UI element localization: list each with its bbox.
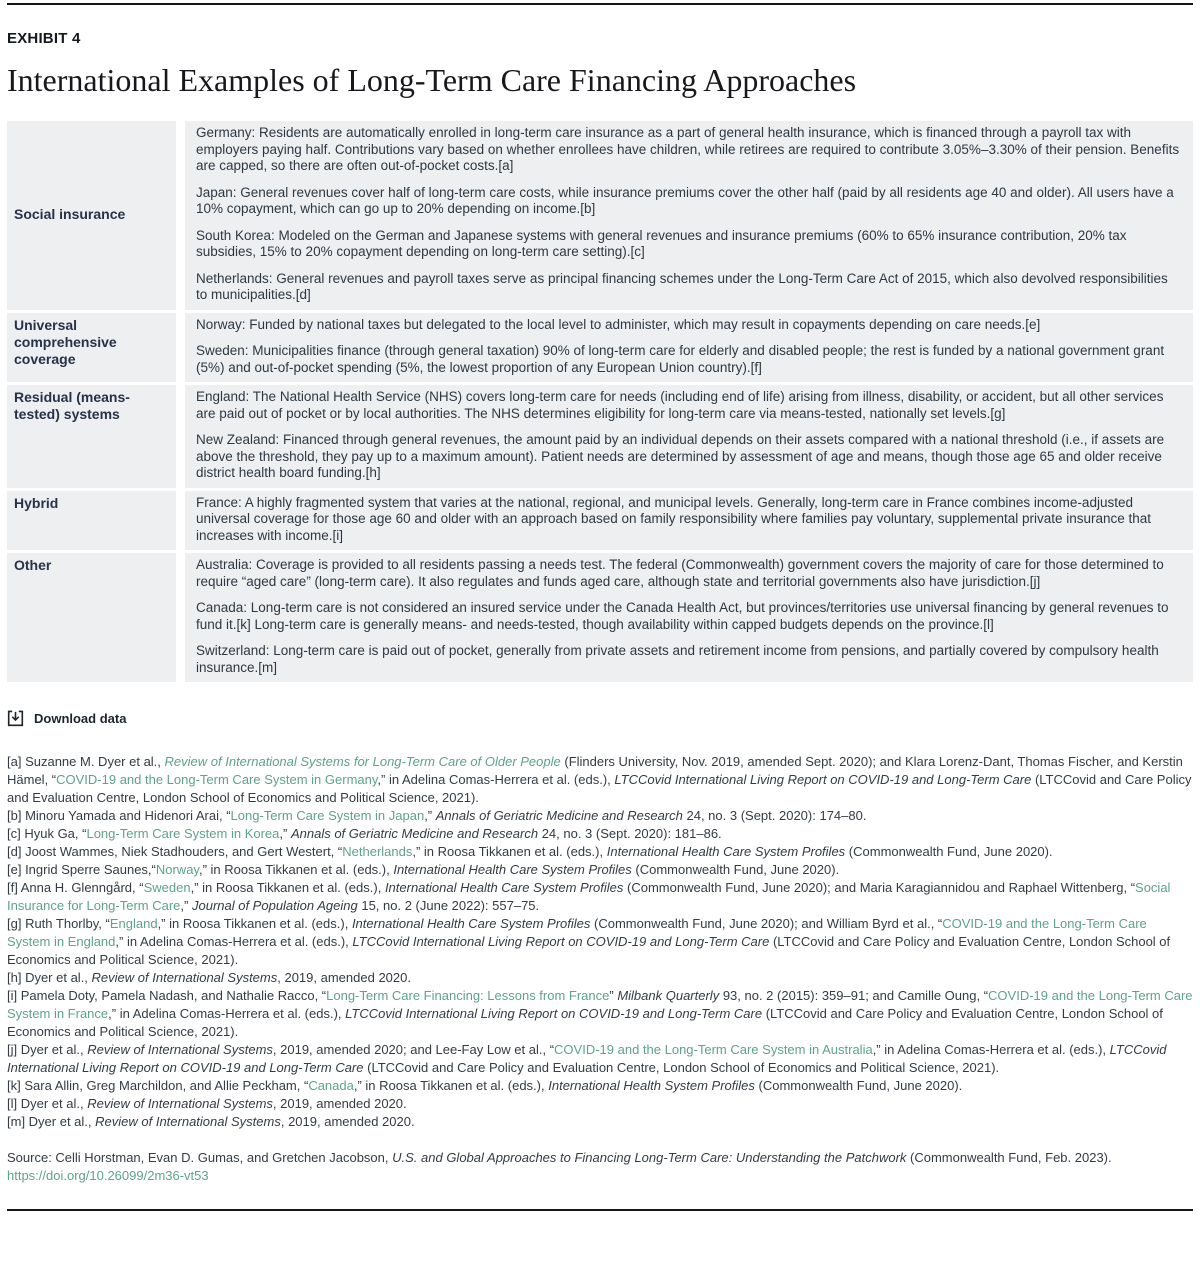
text-segment: U.S. and Global Approaches to Financing Long-Term Care: Understanding the Patchwork <box>392 1150 907 1165</box>
text-segment: [d] Joost Wammes, Niek Stadhouders, and Gert Westert, “ <box>7 844 343 859</box>
text-segment: LTCCovid International Living Report on COVID-19 and Long-Term Care <box>614 772 1032 787</box>
row-content <box>185 121 1193 310</box>
text-segment: International Health Care System Profiles <box>384 880 624 895</box>
footnote-a <box>7 753 1193 807</box>
footnote-f <box>7 879 1193 915</box>
row-label: Residual (means-tested) systems <box>7 385 176 488</box>
footnote-b <box>7 807 1193 825</box>
row-label: Social insurance <box>7 121 176 310</box>
text-segment: International Health Care System Profiles <box>351 916 591 931</box>
citation-link[interactable]: https://doi.org/10.26099/2m36-vt53 <box>7 1168 209 1183</box>
text-segment: 24, no. 3 (Sept. 2020): 181–86. <box>538 826 722 841</box>
table-paragraph: Japan: General revenues cover half of long-term care costs, while insurance premiums cover the other half (paid by all residents age 40 and older). All users have a 10% copayment, which can go up to 20% depending on income.[b] <box>196 184 1174 216</box>
text-segment: Source: Celli Horstman, Evan D. Gumas, and Gretchen Jacobson, <box>7 1150 393 1165</box>
table-paragraph: New Zealand: Financed through general revenues, the amount paid by an individual depends on their assets compared with a national threshold (i.e., if assets are above the threshold, they pay up to a maximum amount). Patient needs are determined by assessment of age and means, though those age 65 and older receive district health board funding.[h] <box>196 432 1165 480</box>
text-segment: (Commonwealth Fund, June 2020). <box>845 844 1053 859</box>
citation-link[interactable]: Sweden <box>143 880 191 895</box>
citation-link[interactable]: COVID-19 and the Long-Term Care System in Germany <box>56 772 378 787</box>
text-segment: [k] Sara Allin, Greg Marchildon, and Allie Peckham, “ <box>7 1078 309 1093</box>
row-content <box>185 553 1193 682</box>
footnote-h <box>7 969 1193 987</box>
citation-link[interactable]: COVID-19 and the Long-Term Care System in France <box>7 988 1193 1021</box>
text-segment: [c] Hyuk Ga, “ <box>7 826 87 841</box>
row-label: Hybrid <box>7 491 176 551</box>
text-segment: (Commonwealth Fund, June 2020); and William Byrd et al., “ <box>590 916 943 931</box>
text-segment: ,” in Adelina Comas-Herrera et al. (eds.), <box>115 934 353 949</box>
download-icon <box>7 710 24 727</box>
text-segment: ,” in Adelina Comas-Herrera et al. (eds.), <box>872 1042 1110 1057</box>
text-segment: Annals of Geriatric Medicine and Research <box>290 826 539 841</box>
exhibit-label: EXHIBIT 4 <box>7 30 81 47</box>
footnote-k <box>7 1077 1193 1095</box>
text-segment: [b] Minoru Yamada and Hidenori Arai, “ <box>7 808 231 823</box>
footnote-g <box>7 915 1193 969</box>
text-segment: 93, no. 2 (2015): 359–91; and Camille Oung, “ <box>719 988 989 1003</box>
text-segment: [m] Dyer et al., <box>7 1114 96 1129</box>
text-segment: , 2019, amended 2020. <box>277 970 411 985</box>
table-paragraph: Norway: Funded by national taxes but delegated to the local level to administer, which may result in copayments depending on care needs.[e] <box>196 316 1041 332</box>
text-segment: ,” in Roosa Tikkanen et al. (eds.), <box>157 916 352 931</box>
text-segment: ,” in Roosa Tikkanen et al. (eds.), <box>412 844 607 859</box>
text-segment: Review of International Systems <box>95 1114 281 1129</box>
row-content <box>185 491 1193 551</box>
text-segment: International Health Care System Profiles <box>393 862 632 877</box>
table-paragraph: Sweden: Municipalities finance (through general taxation) 90% of long-term care for elderly and disabled people; the rest is funded by a national government grant (5%) and out-of-pocket spending (5%, the lowest proportion of any European Union country).[f] <box>196 343 1165 375</box>
text-segment: Milbank Quarterly <box>617 988 720 1003</box>
table-row <box>7 553 1193 682</box>
row-label: Other <box>7 553 176 682</box>
text-segment: LTCCovid International Living Report on COVID-19 and Long-Term Care <box>345 1006 763 1021</box>
text-segment: Review of International Systems <box>87 1042 273 1057</box>
text-segment: 24, no. 3 (Sept. 2020): 174–80. <box>682 808 867 823</box>
row-content <box>185 385 1193 488</box>
footnotes-section <box>7 753 1193 1131</box>
row-label: Universal comprehensive coverage <box>7 313 176 383</box>
text-segment: [l] Dyer et al., <box>7 1096 88 1111</box>
footnote-l <box>7 1095 1193 1113</box>
text-segment: 15, no. 2 (June 2022): 557–75. <box>357 898 540 913</box>
text-segment: ,” in Adelina Comas-Herrera et al. (eds.), <box>377 772 615 787</box>
table-row <box>7 385 1193 488</box>
citation-link[interactable]: Review of International Systems for Long-Term Care of Older People <box>164 754 561 769</box>
text-segment: [j] Dyer et al., <box>7 1042 88 1057</box>
text-segment: ,” <box>279 826 291 841</box>
text-segment: (Flinders University, Nov. 2019, amended Sept. 2020); and Klara Lorenz-Dant, Thomas Fischer, and Kerstin Hämel, “ <box>7 754 1183 787</box>
text-segment: (Commonwealth Fund, Feb. 2023). <box>906 1150 1112 1165</box>
text-segment: (Commonwealth Fund, June 2020); and Maria Karagiannidou and Raphael Wittenberg, “ <box>623 880 1136 895</box>
text-segment: ,” in Roosa Tikkanen et al. (eds.), <box>353 1078 549 1093</box>
table-paragraph: England: The National Health Service (NHS) covers long-term care for needs (including end of life) arising from illness, disability, or accident, but all other services are paid out of pocket or by local authorities. The NHS determines eligibility for long-term care via means-tested, nationally set levels.[g] <box>196 389 1164 421</box>
table-paragraph: Netherlands: General revenues and payroll taxes serve as principal financing schemes under the Long-Term Care Act of 2015, which also devolved responsibilities to municipalities.[d] <box>196 270 1168 302</box>
text-segment: , 2019, amended 2020. <box>280 1114 415 1129</box>
text-segment: Review of International Systems <box>91 970 278 985</box>
footnote-i <box>7 987 1193 1041</box>
table-row <box>7 121 1193 310</box>
text-segment: International Health Care System Profiles <box>606 844 846 859</box>
citation-link[interactable]: Canada <box>308 1078 354 1093</box>
text-segment: (Commonwealth Fund, June 2020). <box>754 1078 963 1093</box>
footnote-e <box>7 861 1193 879</box>
row-content <box>185 313 1193 383</box>
text-segment: , 2019, amended 2020; and Lee-Fay Low et al., “ <box>272 1042 555 1057</box>
text-segment: (LTCCovid and Care Policy and Evaluation Centre, London School of Economics and Political Science, 2021). <box>7 934 1171 967</box>
financing-approaches-table <box>7 121 1193 682</box>
table-row <box>7 491 1193 551</box>
citation-link[interactable]: Social Insurance for Long-Term Care <box>7 880 1171 913</box>
download-data-button[interactable] <box>7 710 126 727</box>
table-paragraph: Germany: Residents are automatically enrolled in long-term care insurance as a part of general health insurance, which is financed through a payroll tax with employers paying half. Contributions vary based on whether enrollees have children, while retirees are required to contribute 3.05%–3.30% of their pension. Benefits are capped, so there are often out-of-pocket costs.[a] <box>196 125 1180 173</box>
table-paragraph: Switzerland: Long-term care is paid out of pocket, generally from private assets and retirement income from pensions, and partially covered by compulsory health insurance.[m] <box>196 643 1159 675</box>
text-segment: Journal of Population Ageing <box>191 898 358 913</box>
text-segment: [a] Suzanne M. Dyer et al., <box>7 754 165 769</box>
exhibit-page <box>0 3 1200 1219</box>
text-segment: ,” in Roosa Tikkanen et al. (eds.), <box>190 880 385 895</box>
citation-link[interactable]: COVID-19 and the Long-Term Care System in England <box>7 916 1147 949</box>
table-paragraph: South Korea: Modeled on the German and Japanese systems with general revenues and insurance premiums (60% to 65% insurance contribution, 20% tax subsidies, 15% to 20% copayment depending on long-term care setting).[c] <box>196 227 1127 259</box>
text-segment: ,” in Adelina Comas-Herrera et al. (eds.), <box>108 1006 346 1021</box>
text-segment: LTCCovid International Living Report on COVID-19 and Long-Term Care <box>352 934 770 949</box>
citation-link[interactable]: COVID-19 and the Long-Term Care System in Australia <box>554 1042 873 1057</box>
page-title: International Examples of Long-Term Care Financing Approaches <box>7 62 857 98</box>
text-segment: ,” <box>424 808 436 823</box>
text-segment: ,” <box>180 898 192 913</box>
footnote-d <box>7 843 1193 861</box>
text-segment: , 2019, amended 2020. <box>272 1096 407 1111</box>
text-segment: [f] Anna H. Glenngård, “ <box>7 880 144 895</box>
table-paragraph: Canada: Long-term care is not considered an insured service under the Canada Health Act, but provinces/territories use universal financing by general revenues to fund it.[k] Long-term care is generally means- and needs-tested, though availability within capped budgets depends on the province.[l] <box>196 600 1169 632</box>
text-segment: International Health System Profiles <box>548 1078 755 1093</box>
citation-link[interactable]: Norway <box>155 862 199 877</box>
citation-link[interactable]: Long-Term Care System in Japan <box>230 808 425 823</box>
source-line <box>7 1149 1193 1185</box>
text-segment: (LTCCovid and Care Policy and Evaluation Centre, London School of Economics and Political Science, 2021). <box>363 1060 1000 1075</box>
footnote-m <box>7 1113 1193 1131</box>
text-segment: ” <box>609 988 618 1003</box>
table-paragraph: Australia: Coverage is provided to all residents passing a needs test. The federal (Commonwealth) government covers the majority of care for those determined to require “aged care” (long-term care). It also regulates and funds aged care, although state and territorial governments also have jurisdiction.[j] <box>196 557 1164 589</box>
citation-link[interactable]: Long-Term Care Financing: Lessons from France <box>326 988 610 1003</box>
table-paragraph: France: A highly fragmented system that varies at the national, regional, and municipal levels. Generally, long-term care in France combines income-adjusted universal coverage for those age 60 and older with an approach based on family responsibility where families pay voluntary, supplemental private insurance that increases with income.[i] <box>196 494 1152 543</box>
download-data-label: Download data <box>34 711 127 726</box>
text-segment: [g] Ruth Thorlby, “ <box>7 916 110 931</box>
top-rule <box>7 3 1193 5</box>
citation-link[interactable]: England <box>109 916 158 931</box>
text-segment: [h] Dyer et al., <box>7 970 92 985</box>
text-segment: (LTCCovid and Care Policy and Evaluation Centre, London School of Economics and Political Science, 2021). <box>7 1006 1163 1039</box>
text-segment: (Commonwealth Fund, June 2020). <box>631 862 840 877</box>
table-row <box>7 313 1193 383</box>
text-segment: Annals of Geriatric Medicine and Research <box>435 808 683 823</box>
footnote-j <box>7 1041 1193 1077</box>
text-segment: ,” in Roosa Tikkanen et al. (eds.), <box>198 862 394 877</box>
text-segment: [i] Pamela Doty, Pamela Nadash, and Nathalie Racco, “ <box>7 988 327 1003</box>
bottom-rule <box>7 1209 1193 1211</box>
text-segment: LTCCovid International Living Report on COVID-19 and Long-Term Care <box>7 1042 1167 1075</box>
text-segment: [e] Ingrid Sperre Saunes,“ <box>7 862 156 877</box>
footnote-c <box>7 825 1193 843</box>
text-segment: Review of International Systems <box>87 1096 273 1111</box>
text-segment: (LTCCovid and Care Policy and Evaluation Centre, London School of Economics and Political Science, 2021). <box>7 772 1192 805</box>
citation-link[interactable]: Netherlands <box>342 844 413 859</box>
citation-link[interactable]: Long-Term Care System in Korea <box>86 826 280 841</box>
